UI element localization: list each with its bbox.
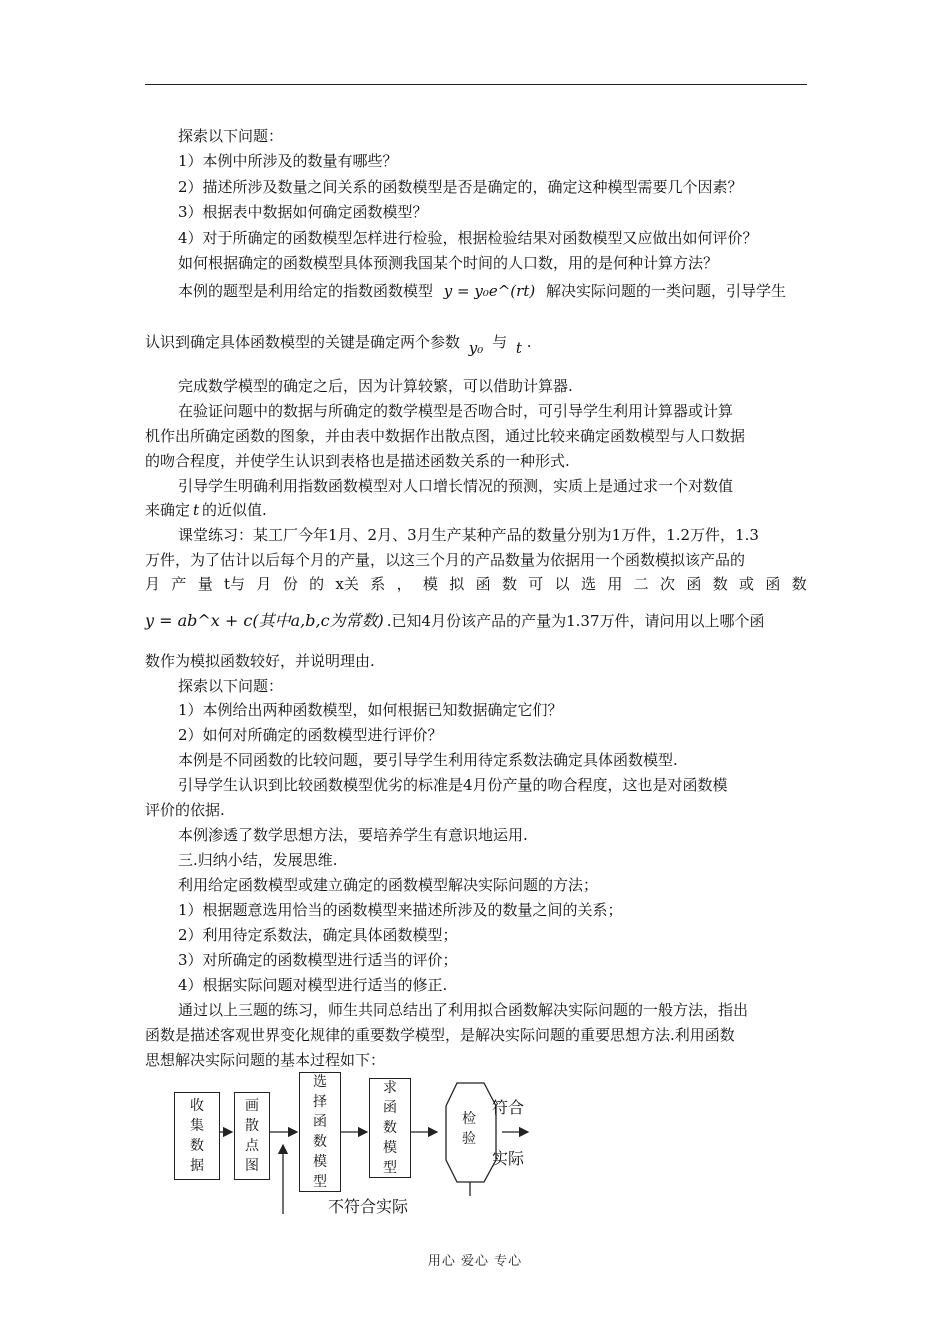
text-span: . [526, 333, 532, 351]
text-line: 引导学生明确利用指数函数模型对人口增长情况的预测，实质上是通过求一个对数值 [178, 477, 734, 495]
text-line: 3）根据表中数据如何确定函数模型？ [178, 203, 428, 221]
text-line: 2）利用待定系数法，确定具体函数模型； [178, 926, 458, 944]
step-solve-model-box [369, 1078, 411, 1178]
justified-token: 模 [422, 575, 438, 593]
text-line: 课堂练习：某工厂今年1月、2月、3月生产某种产品的数量分别为1万件，1.2万件，1.3 [178, 526, 759, 544]
text-line: 探索以下问题： [178, 127, 284, 145]
step-label: 选择函数模型 [313, 1074, 327, 1190]
text-line: 万件，为了估计以后每个月的产量，以这三个月的产品数量为依据用一个函数模拟该产品的 [145, 551, 746, 569]
formula-exponential-model: y = y₀e^(rt) [443, 282, 536, 300]
text-line: 评价的依据. [145, 801, 225, 819]
formula-quadratic-exponential-model: y = ab^x + c(其中a,b,c为常数) [145, 611, 384, 630]
text-line: 本例渗透了数学思想方法，要培养学生有意识地运用. [178, 826, 528, 844]
text-line: 的吻合程度，并使学生认识到表格也是描述函数关系的一种形式. [145, 452, 570, 470]
step-choose-model-box [299, 1072, 341, 1192]
justified-token: 数 [712, 575, 728, 593]
justified-token: 函 [475, 575, 491, 593]
justified-token: 月 [145, 575, 161, 593]
text-span: 解决实际问题的一类问题，引导学生 [546, 282, 787, 300]
text-line: 2）描述所涉及数量之间关系的函数模型是否是确定的，确定这种模型需要几个因素？ [178, 178, 743, 196]
text-line: 如何根据确定的函数模型具体预测我国某个时间的人口数，用的是何种计算方法？ [178, 254, 719, 272]
parameter-y0: y₀ [468, 339, 484, 357]
text-line: 通过以上三题的练习，师生共同总结出了利用拟合函数解决实际问题的一般方法，指出 [178, 1001, 749, 1019]
justified-token: 拟 [449, 575, 465, 593]
justified-token: 月 [256, 575, 272, 593]
parameter-t: t [515, 339, 522, 357]
justified-token: 份 [282, 575, 298, 593]
step-label: 画散点图 [245, 1098, 259, 1174]
text-span: 的近似值. [202, 501, 267, 519]
justified-token: 用 [607, 575, 623, 593]
justified-token: 的 [309, 575, 325, 593]
text-line: 4）对于所确定的函数模型怎样进行检验，根据检验结果对函数模型又应做出如何评价？ [178, 229, 758, 247]
text-line: 函数是描述客观世界变化规律的重要数学模型，是解决实际问题的重要思想方法.利用函数 [145, 1026, 735, 1044]
text-line: 1）本例中所涉及的数量有哪些？ [178, 152, 398, 170]
text-line: 4）根据实际问题对模型进行适当的修正. [178, 976, 448, 994]
check-label-container [462, 1109, 478, 1149]
text-span: 来确定 [145, 501, 191, 519]
step-label: 收集数据 [190, 1098, 204, 1174]
justified-token: 次 [660, 575, 676, 593]
text-line: 利用给定函数模型或建立确定的函数模型解决实际问题的方法； [178, 876, 599, 894]
justified-token: 函 [765, 575, 781, 593]
justified-token: t与 [224, 575, 246, 593]
variable-t: t [193, 501, 200, 519]
justified-token: 函 [686, 575, 702, 593]
justified-token: ， [396, 575, 412, 593]
text-line: 在验证问题中的数据与所确定的数学模型是否吻合时，可引导学生利用计算器或计算 [178, 402, 734, 420]
step-collect-data-box [174, 1092, 220, 1180]
text-line: 本例是不同函数的比较问题，要引导学生利用待定系数法确定具体函数模型. [178, 751, 678, 769]
text-line: 思想解决实际问题的基本过程如下： [145, 1051, 386, 1069]
text-line: 1）本例给出两种函数模型，如何根据已知数据确定它们？ [178, 701, 563, 719]
justified-token: 或 [739, 575, 755, 593]
text-span: .已知4月份该产品的产量为1.37万件，请问用以上哪个函 [386, 612, 765, 630]
justified-token: 数 [791, 575, 807, 593]
pass-label-bottom: 实际 [492, 1149, 525, 1168]
section-heading: 三.归纳小结，发展思维. [178, 851, 338, 869]
text-span: 认识到确定具体函数模型的关键是确定两个参数 [145, 333, 461, 351]
text-line: 数作为模拟函数较好，并说明理由. [145, 652, 375, 670]
justified-token: 可 [528, 575, 544, 593]
step-scatter-plot-box [234, 1092, 270, 1180]
text-line: 2）如何对所确定的函数模型进行评价？ [178, 726, 443, 744]
justified-token: 选 [580, 575, 596, 593]
justified-token: 产 [171, 575, 187, 593]
check-label: 检验 [462, 1111, 476, 1147]
text-span: 与 [492, 333, 508, 351]
page-footer: 用心 爱心 专心 [427, 1254, 523, 1269]
text-line: 1）根据题意选用恰当的函数模型来描述所涉及的数量之间的关系； [178, 901, 623, 919]
justified-token: 量 [197, 575, 213, 593]
justified-token: 以 [554, 575, 570, 593]
text-line: 机作出所确定函数的图象，并由表中数据作出散点图，通过比较来确定函数模型与人口数据 [145, 427, 746, 445]
fail-label: 不符合实际 [328, 1197, 409, 1216]
justified-token: 二 [633, 575, 649, 593]
step-label: 求函数模型 [383, 1080, 397, 1176]
text-line: 完成数学模型的确定之后，因为计算较繁，可以借助计算器. [178, 377, 573, 395]
text-span: 本例的题型是利用给定的指数函数模型 [178, 282, 434, 300]
text-line: 引导学生认识到比较函数模型优劣的标准是4月份产量的吻合程度，这也是对函数模 [178, 776, 728, 794]
justified-token: 数 [501, 575, 517, 593]
justified-token: 系 [370, 575, 386, 593]
justified-token: x关 [335, 575, 359, 593]
text-line: 3）对所确定的函数模型进行适当的评价； [178, 951, 458, 969]
pass-label-top: 符合 [492, 1098, 525, 1117]
text-line: 探索以下问题： [178, 677, 284, 695]
